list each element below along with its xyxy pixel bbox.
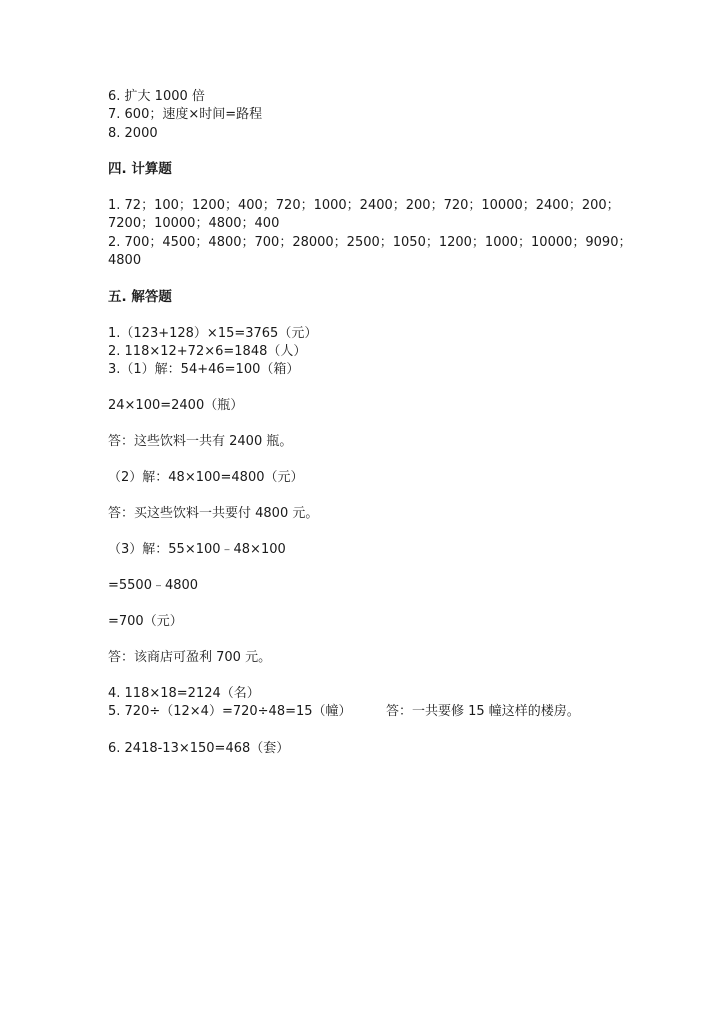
word-problem-2: 2. 118×12+72×6=1848（人） [108,344,307,359]
calculation-item-2-line-1: 2. 700；4500；4800；700；28000；2500；1050；1200；1000；10000；9090； [108,235,632,250]
word-problem-6: 6. 2418-13×150=468（套） [108,741,290,756]
fill-in-item-7: 7. 600；速度×时间=路程 [108,107,263,122]
word-problem-3-step-2: 24×100=2400（瓶） [108,398,244,413]
word-problem-3-answer-2: 答：买这些饮料一共要付 4800 元。 [108,506,319,521]
section-heading-word-problems: 五. 解答题 [108,289,172,305]
word-problem-5-answer: 答：一共要修 15 幢这样的楼房。 [386,704,580,719]
word-problem-3-part-3-step-3: =700（元） [108,614,183,629]
word-problem-4: 4. 118×18=2124（名） [108,686,260,701]
calculation-item-1-line-2: 7200；10000；4800；400 [108,216,280,231]
word-problem-3-part-3-step-2: =5500﹣4800 [108,578,199,593]
word-problem-3-answer-1: 答：这些饮料一共有 2400 瓶。 [108,434,293,449]
word-problem-5: 5. 720÷（12×4）=720÷48=15（幢） [108,704,352,719]
fill-in-item-6: 6. 扩大 1000 倍 [108,89,205,104]
section-heading-calculation: 四. 计算题 [108,161,172,177]
calculation-item-2-line-2: 4800 [108,253,142,268]
word-problem-3-answer-3: 答：该商店可盈利 700 元。 [108,650,272,665]
word-problem-1: 1.（123+128）×15=3765（元） [108,326,318,341]
calculation-item-1-line-1: 1. 72；100；1200；400；720；1000；2400；200；720；10000；2400；200； [108,198,620,213]
fill-in-item-8: 8. 2000 [108,126,158,141]
word-problem-3-part-2: （2）解：48×100=4800（元） [108,470,304,485]
word-problem-3-part-1: 3.（1）解：54+46=100（箱） [108,362,300,377]
word-problem-3-part-3: （3）解：55×100﹣48×100 [108,542,286,557]
